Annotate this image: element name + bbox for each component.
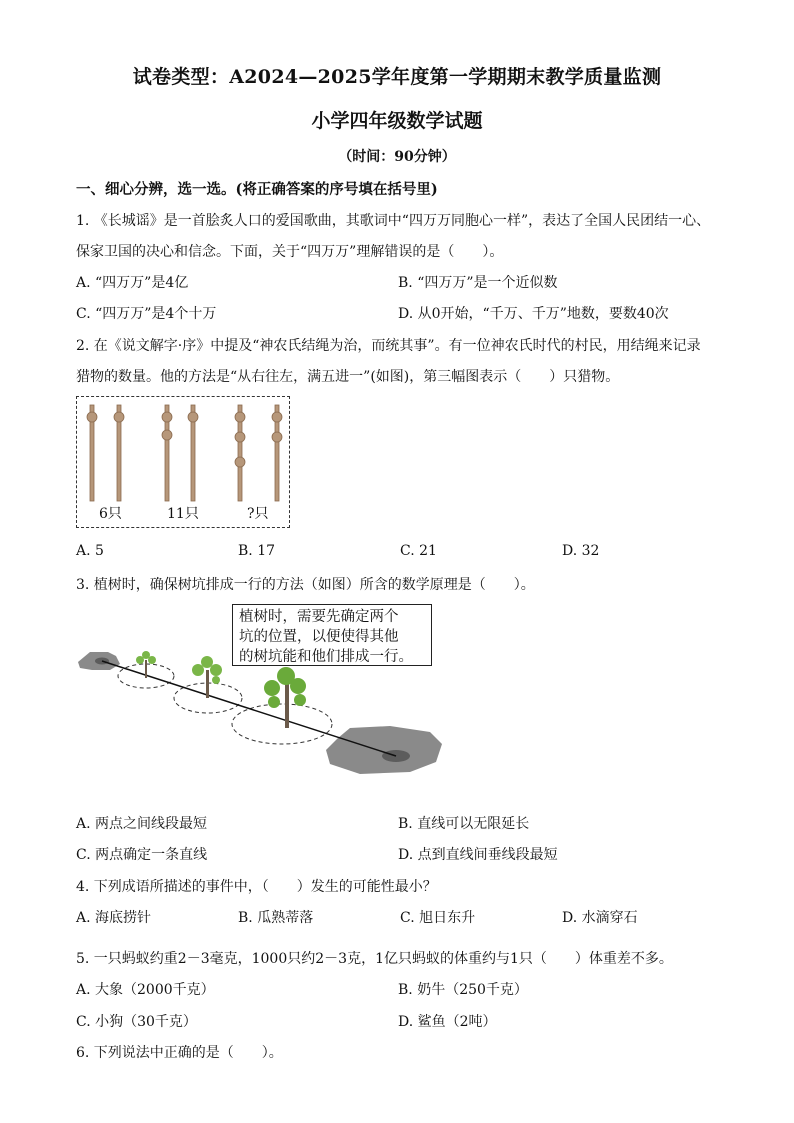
knot-label-1: 6只 [99, 506, 122, 522]
q1-option-b: B. “四万万”是一个近似数 [398, 275, 558, 291]
tree-note-box [232, 604, 432, 666]
section-heading: 一、细心分辨，选一选。(将正确答案的序号填在括号里) [76, 181, 438, 198]
q3-option-c: C. 两点确定一条直线 [76, 847, 208, 863]
q4-option-a: A. 海底捞针 [76, 910, 152, 926]
q4-option-b: B. 瓜熟蒂落 [238, 910, 314, 926]
exam-title: 试卷类型：A2024—2025学年度第一学期期末教学质量监测 [132, 66, 662, 88]
tree-small-icon [136, 651, 156, 678]
knot-label-3: ?只 [247, 506, 269, 522]
q5-line1: 5. 一只蚂蚁约重2－3毫克，1000只约2－3克，1亿只蚂蚁的体重约与1只（ ）体重差不多。 [76, 951, 673, 967]
q2-option-a: A. 5 [76, 543, 104, 559]
q1-line1: 1. 《长城谣》是一首脍炙人口的爱国歌曲，其歌词中“四万万同胞心一样”，表达了全国人民团结一心、 [76, 213, 711, 229]
q5-option-d: D. 鲨鱼（2吨） [398, 1014, 497, 1030]
q2-line1: 2. 在《说文解字·序》中提及“神农氏结绳为治，而统其事”。有一位神农氏时代的村民，用结绳来记录 [76, 338, 701, 354]
q3-option-b: B. 直线可以无限延长 [398, 816, 530, 832]
tree-note-line1: 植树时，需要先确定两个 [239, 609, 399, 625]
q5-option-c: C. 小狗（30千克） [76, 1014, 197, 1030]
exam-subtitle: 小学四年级数学试题 [311, 110, 483, 132]
q2-option-d: D. 32 [562, 543, 600, 559]
knot [272, 432, 282, 442]
q1-line2: 保家卫国的决心和信念。下面，关于“四万万”理解错误的是（ ）。 [76, 244, 504, 260]
q3-option-d: D. 点到直线间垂线段最短 [398, 847, 558, 863]
knot [114, 412, 124, 422]
knot-label-2: 11只 [167, 506, 199, 522]
exam-time: （时间：90分钟） [338, 149, 456, 165]
q5-option-b: B. 奶牛（250千克） [398, 982, 528, 998]
knot [87, 412, 97, 422]
q4-option-c: C. 旭日东升 [400, 910, 476, 926]
q2-line2: 猎物的数量。他的方法是“从右往左，满五进一”(如图)，第三幅图表示（ ）只猎物。 [76, 369, 620, 385]
tree-note-line2: 坑的位置，以便使得其他 [239, 629, 399, 645]
knot [162, 412, 172, 422]
q4-option-d: D. 水滴穿石 [562, 910, 638, 926]
q3-option-a: A. 两点之间线段最短 [76, 816, 208, 832]
dashed-circle [232, 704, 332, 744]
q6-line1: 6. 下列说法中正确的是（ ）。 [76, 1045, 283, 1061]
q5-option-a: A. 大象（2000千克） [76, 982, 215, 998]
tree-note-line3: 的树坑能和他们排成一行。 [239, 649, 413, 665]
knot [272, 412, 282, 422]
q1-option-a: A. “四万万”是4亿 [76, 275, 189, 291]
knot [162, 430, 172, 440]
q4-line1: 4. 下列成语所描述的事件中，（ ）发生的可能性最小？ [76, 879, 437, 895]
q3-line1: 3. 植树时，确保树坑排成一行的方法（如图）所含的数学原理是（ ）。 [76, 577, 535, 593]
q1-option-c: C. “四万万”是4个十万 [76, 306, 217, 322]
tree-large-icon [264, 667, 306, 728]
knot [235, 457, 245, 467]
rock-right [326, 726, 442, 774]
knot-figure [76, 396, 290, 528]
q2-option-b: B. 17 [238, 543, 276, 559]
knot [235, 412, 245, 422]
q2-option-c: C. 21 [400, 543, 437, 559]
knot [188, 412, 198, 422]
q1-option-d: D. 从0开始，“千万、千万”地数，要数40次 [398, 306, 669, 322]
knot [235, 432, 245, 442]
